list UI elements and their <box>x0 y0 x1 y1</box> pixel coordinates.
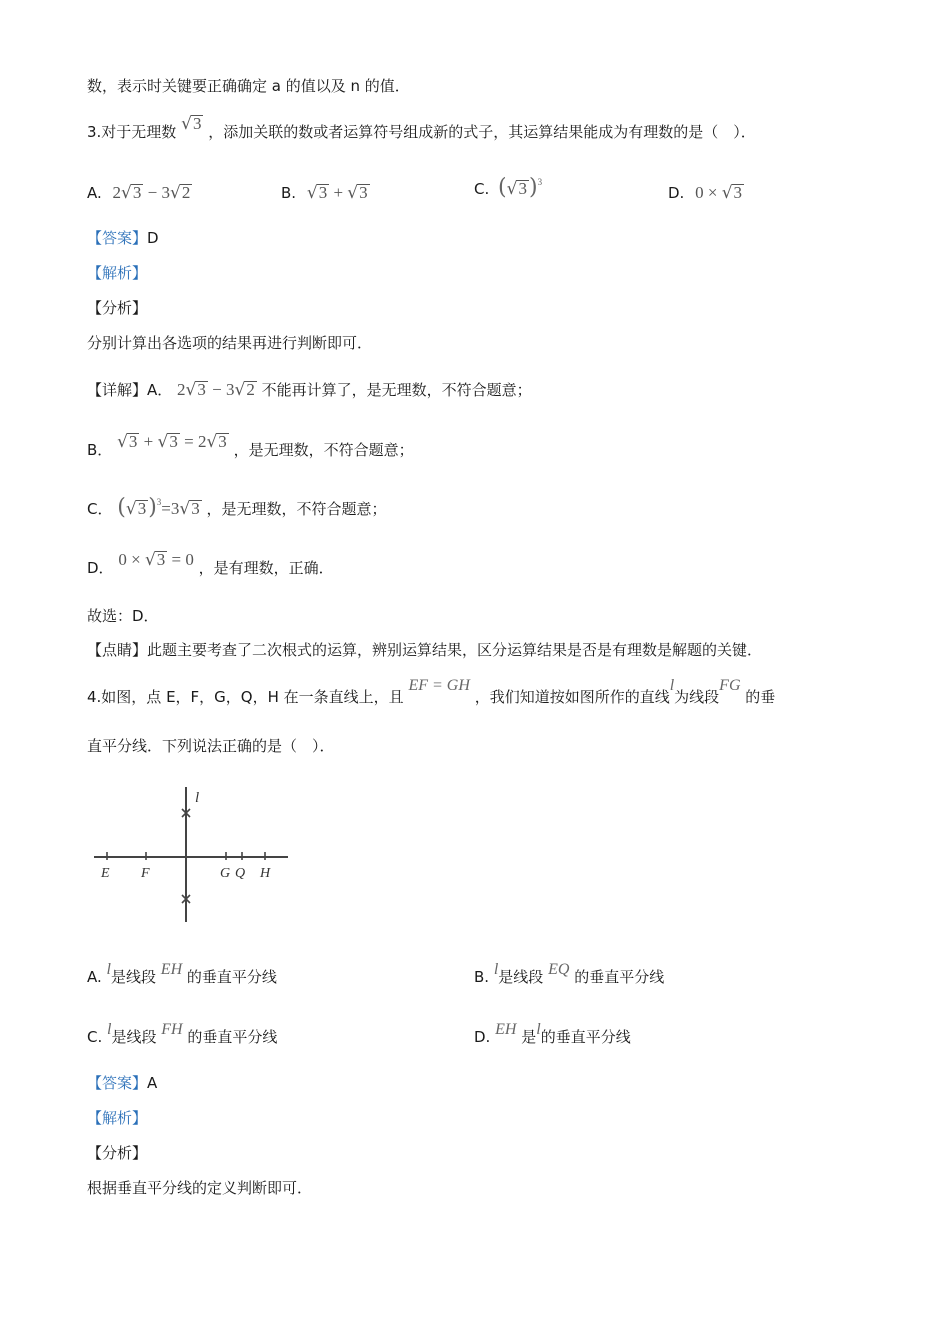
perpendicular-bisector-figure <box>90 782 295 927</box>
q4-fenxi-text: 根据垂直平分线的定义判断即可． <box>87 1179 313 1197</box>
q3-text-a: 3.对于无理数 <box>87 123 177 141</box>
label-f: F <box>141 866 150 881</box>
q3-jiexi: 【解析】 <box>87 264 148 282</box>
question-4-stem: 4.如图，点 E，F，G，Q，H 在一条直线上，且 EF = GH ，我们知道按如图所作的直线l为线段FG 的垂 <box>87 677 776 706</box>
label-g: G <box>220 866 231 881</box>
q3-guxuan: 故选：D． <box>87 607 159 625</box>
q4-fenxi-label: 【分析】 <box>87 1144 148 1162</box>
q3-fenxi-text: 分别计算出各选项的结果再进行判断即可． <box>87 334 373 352</box>
label-q: Q <box>235 866 246 881</box>
q3-detail-c: C． $(√3)^3=3√3$ ，是无理数，不符合题意； <box>87 495 387 520</box>
q3-sqrt3: √3 <box>181 114 202 134</box>
q3-fenxi-label: 【分析】 <box>87 299 148 317</box>
q3-option-c: C. $(√3)^3$ <box>474 175 543 200</box>
q3-dianjing: 【点睛】此题主要考查了二次根式的运算，辨别运算结果，区分运算结果是否是有理数是解题的关键． <box>87 641 763 659</box>
q3-option-a: A. 2√3 − 3√2 <box>87 183 191 203</box>
q3-detail-a: 【详解】A． 2√3 − 3√2 不能再计算了，是无理数，不符合题意； <box>87 380 532 400</box>
q4-option-c: C. l是线段 FH 的垂直平分线 <box>87 1021 278 1046</box>
question-4-stem-2: 直平分线．下列说法正确的是（ ）． <box>87 737 335 755</box>
q3-answer: 【答案】D <box>87 229 159 247</box>
q3-detail-b: B． √3 + √3 = 2√3 ，是无理数，不符合题意； <box>87 432 414 459</box>
q4-option-b: B. l是线段 EQ 的垂直平分线 <box>474 961 665 986</box>
q3-option-b: B. √3 + √3 <box>281 183 368 203</box>
q3-option-d: D. 0 × √3 <box>668 183 743 203</box>
q4-jiexi: 【解析】 <box>87 1109 148 1127</box>
label-l: l <box>195 790 200 806</box>
q4-answer: 【答案】A <box>87 1074 158 1092</box>
label-e: E <box>101 866 110 881</box>
q3-detail-d: D． 0 × √3 = 0 ，是有理数，正确． <box>87 550 334 577</box>
question-3-stem <box>87 114 756 142</box>
label-h: H <box>260 866 271 881</box>
q4-option-d: D. EH 是l的垂直平分线 <box>474 1021 631 1046</box>
q3-text-b: ，添加关联的数或者运算符号组成新的式子，其运算结果能成为有理数的是（ ）． <box>208 123 756 141</box>
q4-option-a: A. l是线段 EH 的垂直平分线 <box>87 961 277 986</box>
text-line-1: 数，表示时关键要正确确定 a 的值以及 n 的值． <box>87 77 410 95</box>
